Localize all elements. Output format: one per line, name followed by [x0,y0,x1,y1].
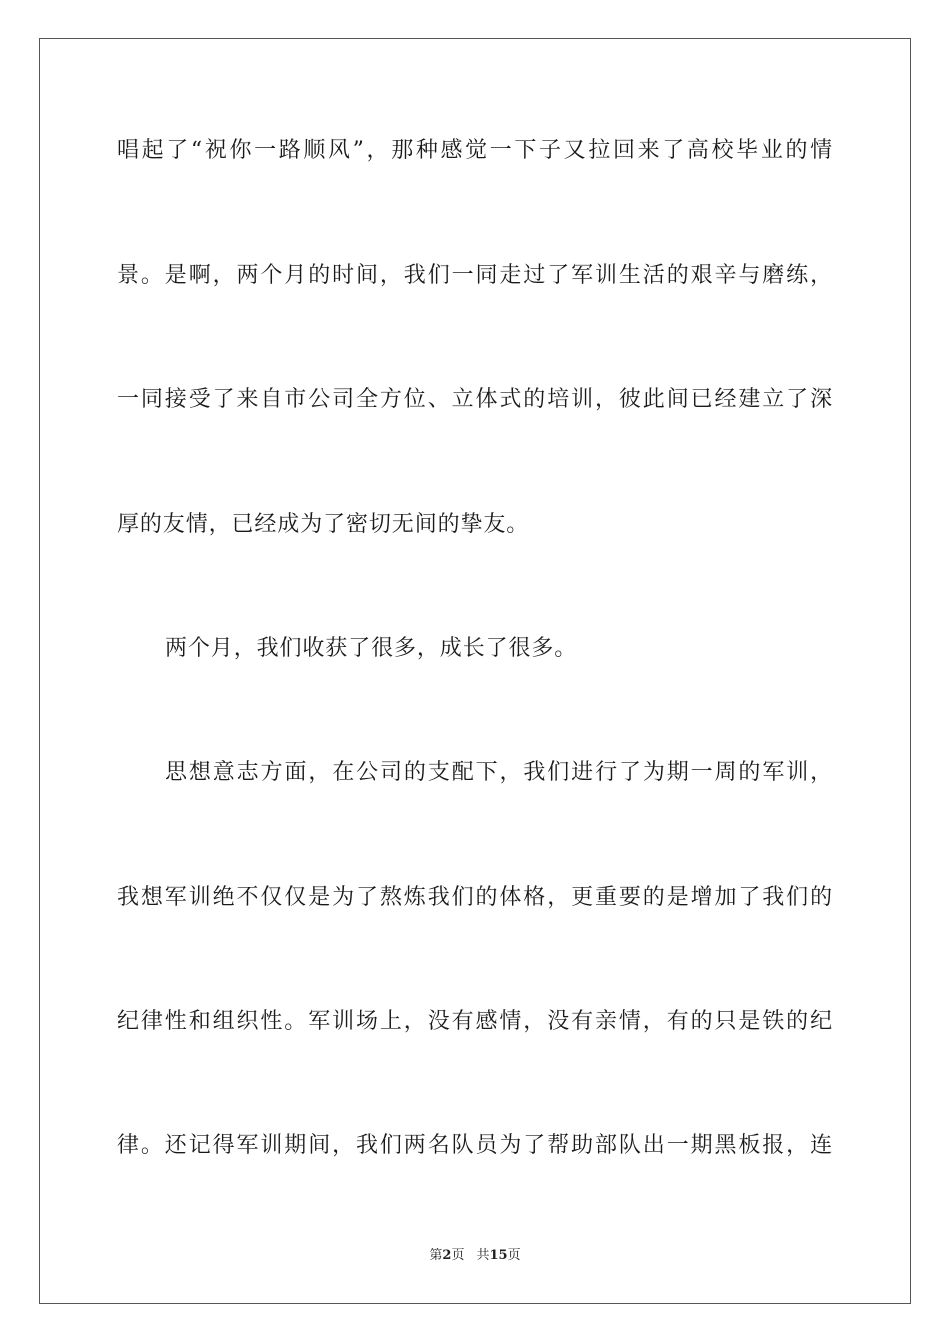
total-prefix: 共 [476,1248,490,1263]
page-suffix: 页 [451,1248,465,1263]
page-border [39,38,911,1304]
paragraph-3-line-4: 律。还记得军训期间，我们两名队员为了帮助部队出一期黑板报，连 [117,1133,833,1158]
total-suffix: 页 [507,1248,521,1263]
paragraph-3-line-1: 思想意志方面，在公司的支配下，我们进行了为期一周的军训， [165,760,833,785]
body-text-line-1: 唱起了“祝你一路顺风”，那种感觉一下子又拉回来了高校毕业的情 [117,138,833,163]
page-number: 2 [442,1248,452,1263]
page-footer [0,1247,950,1265]
body-text-line-2: 景。是啊，两个月的时间，我们一同走过了军训生活的艰辛与磨练， [117,263,833,288]
body-text-line-3: 一同接受了来自市公司全方位、立体式的培训，彼此间已经建立了深 [117,387,833,412]
page-prefix: 第 [429,1248,443,1263]
paragraph-3-line-3: 纪律性和组织性。军训场上，没有感情，没有亲情，有的只是铁的纪 [117,1009,833,1034]
paragraph-3-line-2: 我想军训绝不仅仅是为了熬炼我们的体格，更重要的是增加了我们的 [117,885,833,910]
paragraph-2-line-1: 两个月，我们收获了很多，成长了很多。 [165,636,578,661]
total-pages: 15 [489,1248,508,1263]
body-text-line-4: 厚的友情，已经成为了密切无间的挚友。 [117,512,530,537]
